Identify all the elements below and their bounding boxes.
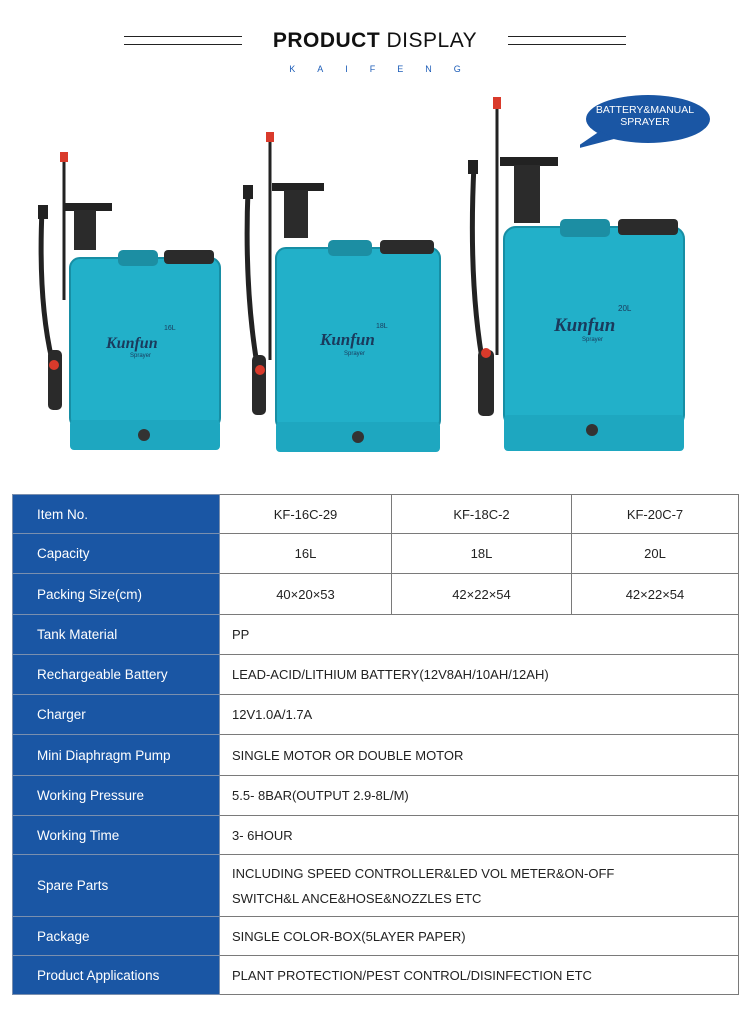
sprayer-20l-image <box>462 95 702 465</box>
product-display <box>0 95 750 475</box>
spare-parts-line-2: SWITCH&L ANCE&HOSE&NOZZLES ETC <box>232 890 482 906</box>
brand-logo-2: Kunfun <box>320 330 375 349</box>
page-title <box>273 28 477 54</box>
table-cell: 40×20×53 <box>220 574 392 615</box>
row-label-packing-size: Packing Size(cm) <box>13 574 220 615</box>
table-cell: 42×22×54 <box>572 574 739 615</box>
title-divider-right <box>508 36 626 45</box>
svg-text:Sprayer: Sprayer <box>582 337 604 343</box>
brand-logo-1: Kunfun <box>106 335 158 352</box>
row-label-package: Package <box>13 917 220 956</box>
table-cell: SINGLE COLOR-BOX(5LAYER PAPER) <box>220 917 739 956</box>
table-row <box>13 695 739 735</box>
brand-subtitle: KAIFENG <box>289 64 483 74</box>
table-row <box>13 574 739 615</box>
table-cell: 18L <box>392 534 572 574</box>
title-light: DISPLAY <box>386 29 478 52</box>
table-row <box>13 855 739 917</box>
table-row <box>13 534 739 574</box>
spec-table <box>12 494 739 995</box>
table-cell <box>220 855 739 917</box>
capacity-mark-3: 20L <box>618 304 632 313</box>
row-label-product-applications: Product Applications <box>13 956 220 995</box>
title-bold: PRODUCT <box>272 29 381 52</box>
row-label-spare-parts: Spare Parts <box>13 855 220 917</box>
row-label-item-no: Item No. <box>13 495 220 534</box>
table-cell: 12V1.0A/1.7A <box>220 695 739 735</box>
table-row <box>13 956 739 995</box>
table-cell: 3- 6HOUR <box>220 816 739 855</box>
table-cell: PLANT PROTECTION/PEST CONTROL/DISINFECTION ETC <box>220 956 739 995</box>
sprayer-18l-image <box>238 130 453 460</box>
table-cell: 42×22×54 <box>392 574 572 615</box>
bubble-line-2: SPRAYER <box>620 116 670 128</box>
svg-text:Sprayer: Sprayer <box>344 351 366 357</box>
table-cell: KF-16C-29 <box>220 495 392 534</box>
header <box>0 0 750 90</box>
capacity-mark-2: 18L <box>376 323 388 330</box>
brand-logo-3: Kunfun <box>554 315 616 336</box>
table-cell: KF-18C-2 <box>392 495 572 534</box>
bubble-line-1: BATTERY&MANUAL <box>595 104 695 116</box>
table-cell: PP <box>220 615 739 655</box>
capacity-mark-1: 16L <box>164 325 176 332</box>
table-row <box>13 495 739 534</box>
table-cell: SINGLE MOTOR OR DOUBLE MOTOR <box>220 735 739 776</box>
spare-parts-line-1: INCLUDING SPEED CONTROLLER&LED VOL METER&ON-OFF <box>232 865 615 881</box>
svg-text:Sprayer: Sprayer <box>130 353 152 359</box>
row-label-working-pressure: Working Pressure <box>13 776 220 816</box>
table-cell: LEAD-ACID/LITHIUM BATTERY(12V8AH/10AH/12AH) <box>220 655 739 695</box>
sprayer-16l-image <box>34 150 234 460</box>
table-row <box>13 735 739 776</box>
row-label-mini-diaphragm-pump: Mini Diaphragm Pump <box>13 735 220 776</box>
table-row <box>13 615 739 655</box>
table-cell: KF-20C-7 <box>572 495 739 534</box>
table-row <box>13 776 739 816</box>
table-row <box>13 655 739 695</box>
row-label-capacity: Capacity <box>13 534 220 574</box>
table-cell: 5.5- 8BAR(OUTPUT 2.9-8L/M) <box>220 776 739 816</box>
title-row <box>0 28 750 54</box>
row-label-tank-material: Tank Material <box>13 615 220 655</box>
row-label-working-time: Working Time <box>13 816 220 855</box>
row-label-charger: Charger <box>13 695 220 735</box>
row-label-rechargeable-battery: Rechargeable Battery <box>13 655 220 695</box>
table-row <box>13 816 739 855</box>
table-cell: 16L <box>220 534 392 574</box>
table-row <box>13 917 739 956</box>
table-cell: 20L <box>572 534 739 574</box>
